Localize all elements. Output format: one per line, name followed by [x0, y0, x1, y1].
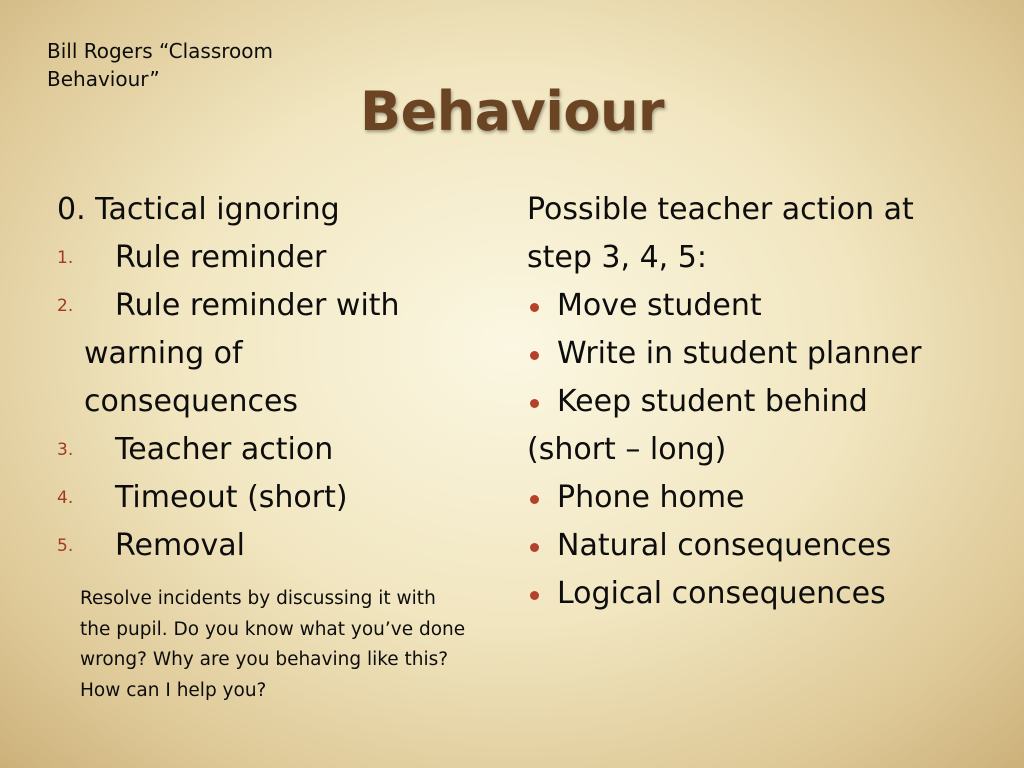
citation: Bill Rogers “Classroom Behaviour”: [47, 39, 273, 91]
step-4: [57, 474, 477, 522]
action-item: [527, 282, 997, 330]
step-3: [57, 426, 477, 474]
resolve-note: Resolve incidents by discussing it with the pupil. Do you know what you’ve done wrong? Why are you behaving like this? How can I help you?: [80, 588, 466, 701]
action-item: [527, 330, 997, 378]
action-item: [527, 570, 997, 618]
step-1: [57, 234, 477, 282]
step-2-continuation: consequences: [84, 384, 299, 419]
action-text: Logical consequences: [557, 576, 886, 611]
step-2-continuation: warning of: [84, 336, 243, 371]
action-text: Natural consequences: [557, 528, 892, 563]
bullet-icon: [530, 543, 539, 552]
bullet-icon: [530, 495, 539, 504]
action-text: Keep student behind: [557, 384, 868, 419]
slide-title: Behaviour: [359, 80, 665, 143]
step-text: Timeout (short): [115, 480, 348, 515]
actions-heading: step 3, 4, 5:: [527, 240, 707, 275]
action-item: [527, 474, 997, 522]
step-number: 2.: [57, 296, 74, 316]
bullet-icon: [530, 303, 539, 312]
step-text: Removal: [115, 528, 246, 563]
bullet-icon: [530, 591, 539, 600]
step-number: 3.: [57, 440, 74, 460]
step-number: 4.: [57, 488, 74, 508]
action-text: Move student: [557, 288, 762, 323]
bullet-icon: [530, 399, 539, 408]
step-0: 0. Tactical ignoring: [57, 192, 340, 227]
step-2: [57, 282, 477, 330]
step-text: Rule reminder: [115, 240, 327, 275]
step-text: Teacher action: [115, 432, 334, 467]
step-number: 1.: [57, 248, 74, 268]
bullet-icon: [530, 351, 539, 360]
step-number: 5.: [57, 536, 74, 556]
steps-list: [57, 186, 477, 570]
step-5: [57, 522, 477, 570]
actions-heading: Possible teacher action at: [527, 192, 914, 227]
step-text: Rule reminder with: [115, 288, 400, 323]
action-text: Write in student planner: [557, 336, 922, 371]
action-text: Phone home: [557, 480, 745, 515]
action-continuation: (short – long): [527, 432, 727, 467]
action-item: [527, 522, 997, 570]
action-item: [527, 378, 997, 426]
teacher-actions: [527, 186, 997, 618]
